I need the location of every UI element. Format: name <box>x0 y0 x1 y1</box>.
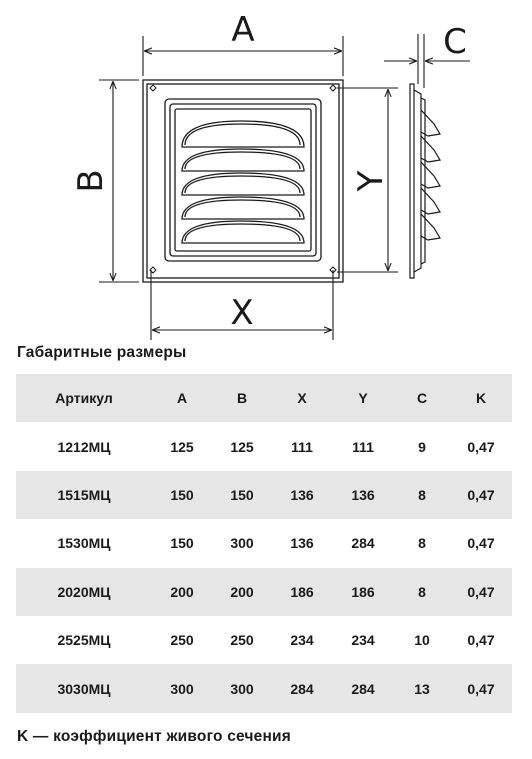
cell-y: 234 <box>351 632 375 649</box>
table-row <box>16 664 512 712</box>
cell-y: 111 <box>352 438 374 455</box>
header-a: A <box>176 390 188 407</box>
front-view <box>143 80 343 282</box>
cell-a: 150 <box>170 486 194 503</box>
header-article: Артикул <box>55 390 113 407</box>
cell-y: 136 <box>351 486 375 503</box>
cell-k: 0,47 <box>467 438 495 455</box>
inner-frame <box>147 84 339 278</box>
cell-b: 300 <box>230 680 254 697</box>
header-c: C <box>416 390 428 407</box>
cell-article: 3030МЦ <box>57 680 111 697</box>
cell-article: 1530МЦ <box>57 535 111 552</box>
grille-technical-drawing <box>0 0 532 340</box>
footnote: K — коэффициент живого сечения <box>17 728 292 745</box>
label-b: B <box>71 169 111 193</box>
side-view <box>410 84 440 278</box>
dimensions-table <box>16 374 512 713</box>
cell-b: 150 <box>230 486 254 503</box>
table-row <box>16 616 512 664</box>
header-y: Y <box>358 390 368 407</box>
cell-c: 13 <box>414 680 430 697</box>
cell-y: 284 <box>351 680 375 697</box>
cell-k: 0,47 <box>467 535 495 552</box>
label-x: X <box>230 293 254 333</box>
cell-b: 200 <box>230 583 254 600</box>
cell-a: 150 <box>170 535 194 552</box>
table-header-row <box>16 374 512 422</box>
cell-b: 125 <box>230 438 254 455</box>
mounting-holes <box>150 85 336 273</box>
table-row <box>16 422 512 470</box>
cell-article: 1515МЦ <box>57 486 111 503</box>
cell-a: 300 <box>170 680 194 697</box>
cell-b: 300 <box>230 535 254 552</box>
label-y: Y <box>351 170 391 192</box>
louvre-blades <box>182 121 304 243</box>
header-x: X <box>297 390 307 407</box>
cell-x: 186 <box>290 583 314 600</box>
cell-c: 8 <box>418 486 426 503</box>
table-row <box>16 568 512 616</box>
cell-c: 10 <box>414 632 430 649</box>
cell-article: 2020МЦ <box>57 583 111 600</box>
cell-k: 0,47 <box>467 583 495 600</box>
header-b: B <box>236 390 248 407</box>
louvre-opening-outer <box>165 99 321 261</box>
cell-a: 125 <box>170 438 194 455</box>
cell-article: 2525МЦ <box>57 632 111 649</box>
cell-c: 8 <box>418 535 426 552</box>
label-c: C <box>443 22 467 62</box>
label-a: A <box>231 10 255 50</box>
cell-x: 136 <box>290 486 314 503</box>
cell-x: 136 <box>290 535 314 552</box>
cell-k: 0,47 <box>467 486 495 503</box>
cell-x: 284 <box>290 680 314 697</box>
section-title: Габаритные размеры <box>17 344 187 361</box>
cell-article: 1212МЦ <box>57 438 111 455</box>
cell-y: 186 <box>351 583 375 600</box>
cell-b: 250 <box>230 632 254 649</box>
table-row <box>16 471 512 519</box>
cell-c: 9 <box>418 438 426 455</box>
cell-c: 8 <box>418 583 426 600</box>
cell-a: 250 <box>170 632 194 649</box>
header-k: K <box>475 390 487 407</box>
cell-k: 0,47 <box>467 632 495 649</box>
outer-frame <box>143 80 343 282</box>
table-row <box>16 519 512 567</box>
cell-k: 0,47 <box>467 680 495 697</box>
cell-x: 234 <box>290 632 314 649</box>
cell-x: 111 <box>291 438 313 455</box>
cell-a: 200 <box>170 583 194 600</box>
cell-y: 284 <box>351 535 375 552</box>
